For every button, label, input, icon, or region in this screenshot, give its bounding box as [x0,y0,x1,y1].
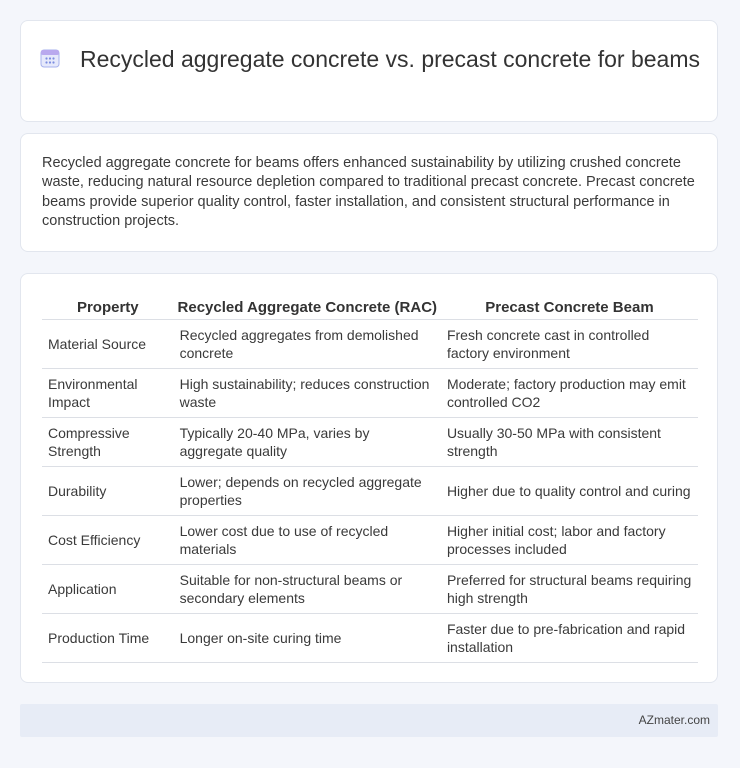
calendar-icon [38,46,62,70]
table-row [42,516,698,565]
precast-cell: Higher initial cost; labor and factory processes included [441,516,698,565]
table-row [42,614,698,663]
property-cell: Production Time [42,614,174,663]
footer-brand-link[interactable]: AZmater.com [638,713,710,727]
comparison-table [42,295,698,663]
rac-cell: Recycled aggregates from demolished concrete [174,320,441,369]
rac-cell: Lower; depends on recycled aggregate properties [174,467,441,516]
rac-cell: High sustainability; reduces construction waste [174,369,441,418]
summary-card [20,133,718,252]
rac-cell: Longer on-site curing time [174,614,441,663]
comparison-card [20,273,718,683]
title-card [20,20,718,122]
precast-cell: Usually 30-50 MPa with consistent strength [441,418,698,467]
property-cell: Application [42,565,174,614]
table-row [42,565,698,614]
table-row [42,320,698,369]
precast-cell: Preferred for structural beams requiring high strength [441,565,698,614]
property-cell: Material Source [42,320,174,369]
column-header-property: Property [42,295,174,320]
precast-cell: Fresh concrete cast in controlled factory environment [441,320,698,369]
table-row [42,418,698,467]
table-row [42,467,698,516]
column-header-precast: Precast Concrete Beam [441,295,698,320]
page-title: Recycled aggregate concrete vs. precast concrete for beams [79,46,701,72]
rac-cell: Typically 20-40 MPa, varies by aggregate quality [174,418,441,467]
rac-cell: Lower cost due to use of recycled materials [174,516,441,565]
rac-cell: Suitable for non-structural beams or secondary elements [174,565,441,614]
property-cell: Compressive Strength [42,418,174,467]
page-title-wrap [21,45,717,74]
summary-text: Recycled aggregate concrete for beams offers enhanced sustainability by utilizing crushed concrete waste, reducing natural resource depletion compared to traditional precast concrete. Precast concrete beams provide superior quality control, faster installation, and consistent structural performance in construction projects. [42,155,695,230]
property-cell: Environmental Impact [42,369,174,418]
precast-cell: Faster due to pre-fabrication and rapid installation [441,614,698,663]
property-cell: Durability [42,467,174,516]
column-header-rac: Recycled Aggregate Concrete (RAC) [174,295,441,320]
footer-bar [20,704,718,737]
table-row [42,369,698,418]
property-cell: Cost Efficiency [42,516,174,565]
table-header-row [42,295,698,320]
precast-cell: Moderate; factory production may emit controlled CO2 [441,369,698,418]
precast-cell: Higher due to quality control and curing [441,467,698,516]
